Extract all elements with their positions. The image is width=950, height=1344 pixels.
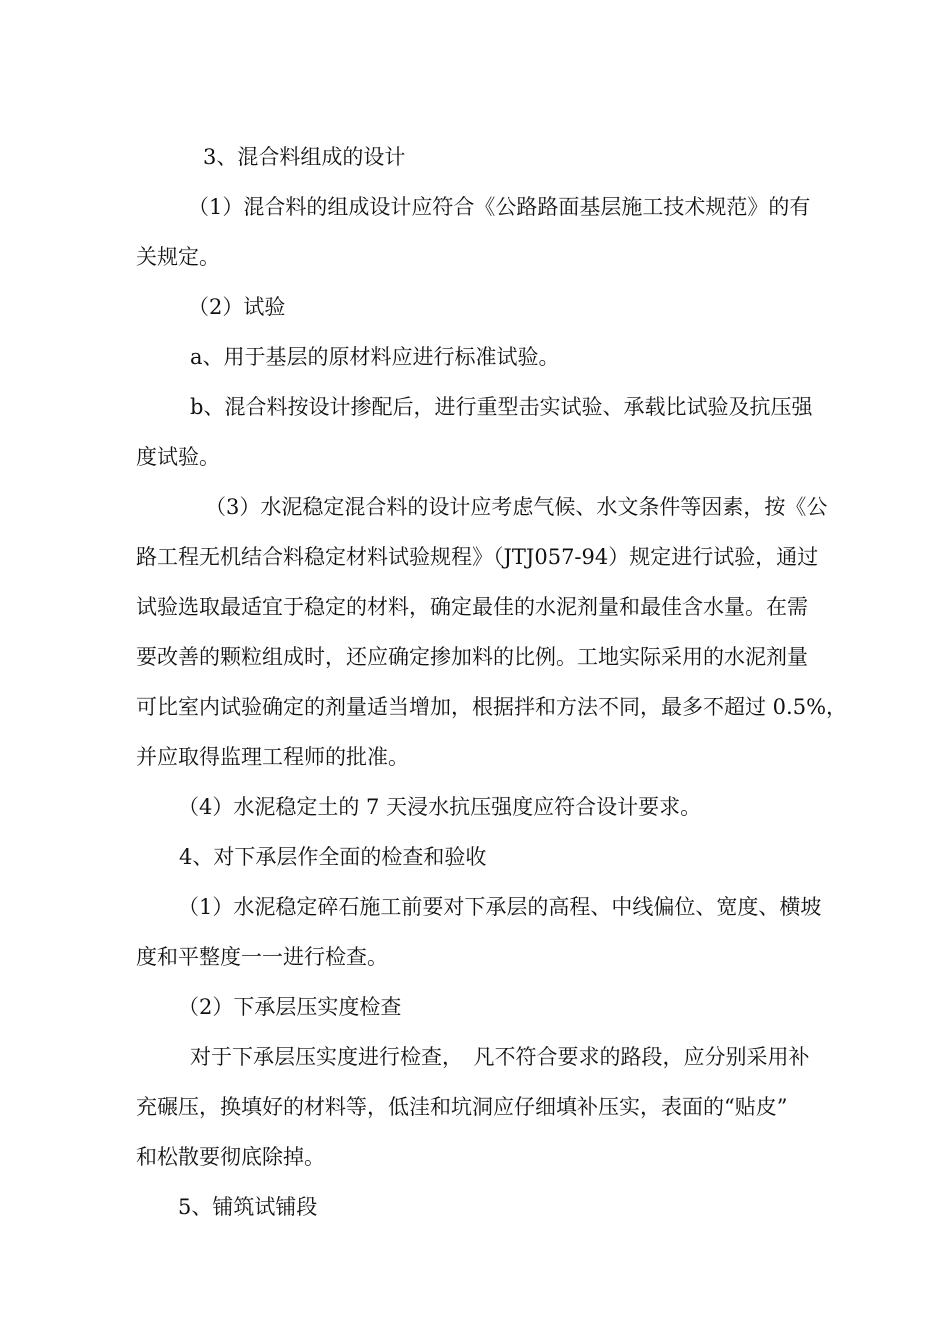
- paragraph-line: 度试验。: [136, 445, 220, 469]
- paragraph-line: （4）水泥稳定土的 7 天浸水抗压强度应符合设计要求。: [178, 795, 702, 819]
- paragraph-line: 要改善的颗粒组成时，还应确定掺加料的比例。工地实际采用的水泥剂量: [136, 645, 808, 669]
- paragraph-line: 对于下承层压实度进行检查， 凡不符合要求的路段，应分别采用补: [190, 1045, 810, 1069]
- paragraph-line: 并应取得监理工程师的批准。: [136, 745, 409, 769]
- heading-section-4: 4、对下承层作全面的检查和验收: [179, 845, 487, 869]
- heading-section-3: 3、混合料组成的设计: [203, 145, 406, 169]
- paragraph-line: 充碾压，换填好的材料等，低洼和坑洞应仔细填补压实，表面的“贴皮”: [136, 1095, 788, 1119]
- paragraph-line: 试验选取最适宜于稳定的材料，确定最佳的水泥剂量和最佳含水量。在需: [136, 595, 808, 619]
- paragraph-line: （1）水泥稳定碎石施工前要对下承层的高程、中线偏位、宽度、横坡: [178, 895, 822, 919]
- paragraph-line: 和松散要彻底除掉。: [136, 1145, 325, 1169]
- paragraph-line: 路工程无机结合料稳定材料试验规程》（JTJ057-94）规定进行试验，通过: [136, 545, 819, 569]
- paragraph-line: （1）混合料的组成设计应符合《公路路面基层施工技术规范》的有: [188, 195, 811, 219]
- subheading-compaction-check: （2）下承层压实度检查: [178, 995, 402, 1019]
- paragraph-line: （3）水泥稳定混合料的设计应考虑气候、水文条件等因素，按《公: [205, 495, 828, 519]
- paragraph-line: 关规定。: [136, 245, 220, 269]
- paragraph-line: 度和平整度一一进行检查。: [136, 945, 388, 969]
- paragraph-line: 可比室内试验确定的剂量适当增加，根据拌和方法不同，最多不超过 0.5%，: [136, 695, 848, 719]
- heading-section-5: 5、铺筑试铺段: [178, 1195, 318, 1219]
- paragraph-line: b、混合料按设计掺配后，进行重型击实试验、承载比试验及抗压强: [190, 395, 813, 419]
- paragraph-line: a、用于基层的原材料应进行标准试验。: [190, 345, 560, 369]
- subheading-test: （2）试验: [188, 295, 286, 319]
